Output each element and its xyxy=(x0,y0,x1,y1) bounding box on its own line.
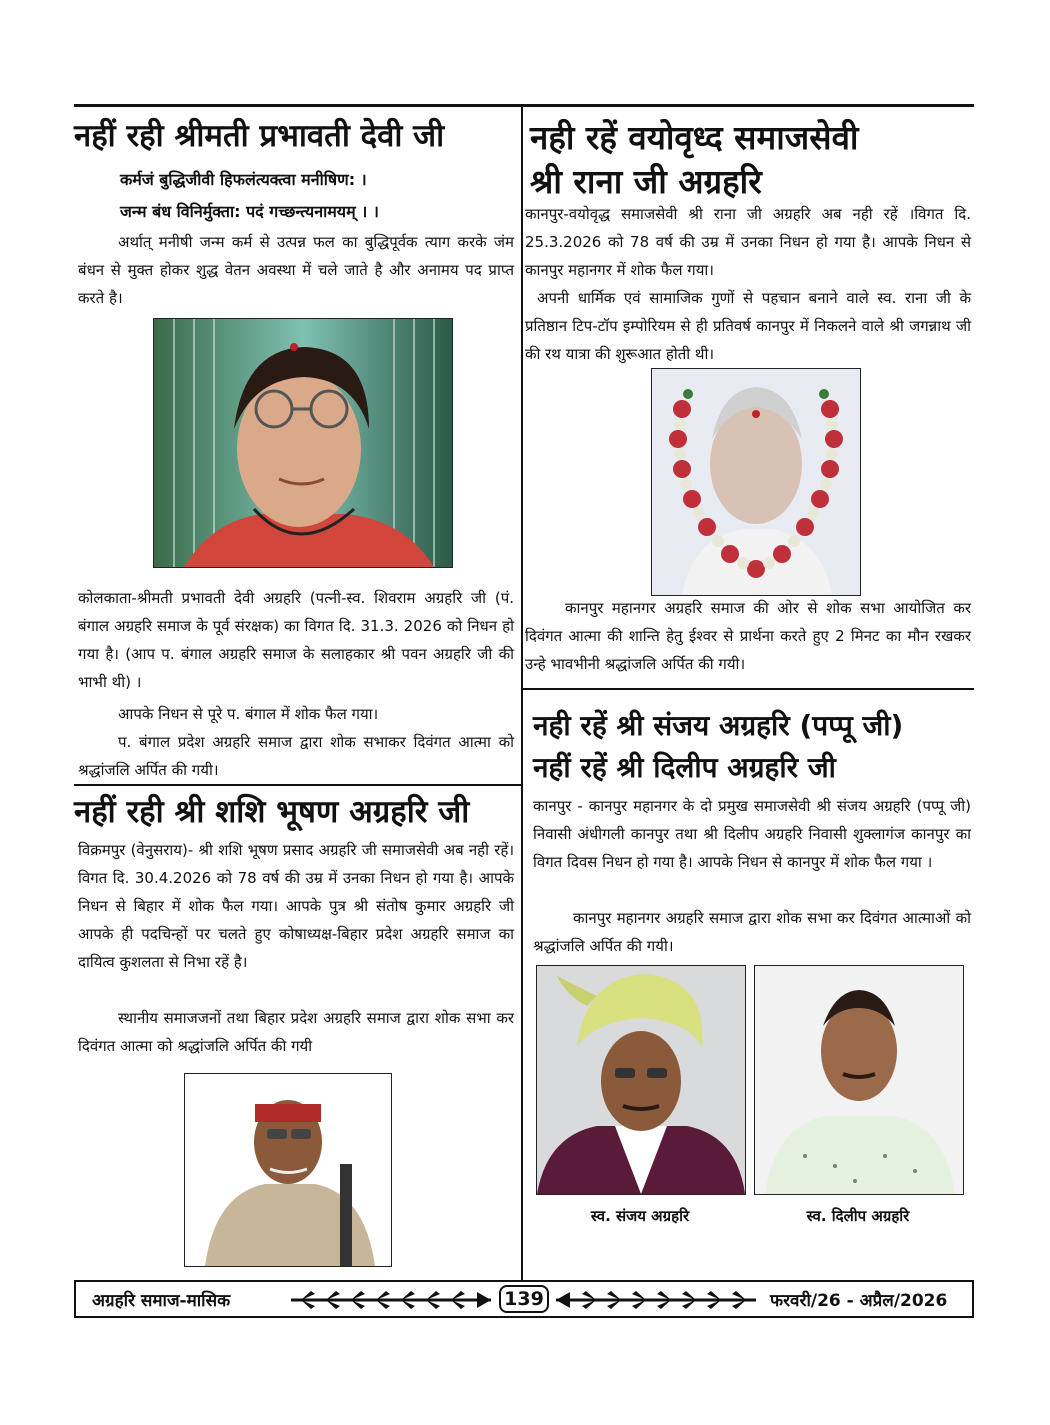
article-title-line-2: श्री राना जी अग्रहरि xyxy=(530,162,762,201)
intro-paragraph: अर्थात् मनीषी जन्म कर्म से उत्पन्न फल का बुद्धिपूर्वक त्याग करके जंम बंधन से मुक्त होकर शुद्ध वेतन अवस्था में चले जाते है और अनामय पद प्राप्त करते है। xyxy=(78,233,514,307)
portrait-photo-rana-ji xyxy=(651,368,861,596)
caption-sanjay: स्व. संजय अग्रहरि xyxy=(590,1207,690,1225)
paragraph-2: अपनी धार्मिक एवं सामाजिक गुणों से पहचान बनाने वाले स्व. राना जी के प्रतिष्ठान टिप-टॉप इम्पोरियम से ही प्रतिवर्ष कानपुर में निकलने वाले श्री जगन्नाथ जी की रथ यात्रा की शुरूआत होती थी। xyxy=(525,289,971,363)
paragraph-3: प. बंगाल प्रदेश अग्रहरि समाज द्वारा शोक सभाकर दिवंगत आत्मा को श्रद्धांजलि अर्पित की गयी। xyxy=(78,733,514,779)
paragraph-1: कानपुर - कानपुर महानगर के दो प्रमुख समाजसेवी श्री संजय अग्रहरि (पप्पू जी) निवासी अंधीगली कानपुर तथा श्री दिलीप अग्रहरि निवासी शुक्लागंज कानपुर का विगत दिवस निधन हो गया है। आपके निधन से कानपुर में शोक फैल गया । xyxy=(533,797,971,871)
article-title: नहीं रही श्री शशि भूषण अग्रहरि जी xyxy=(74,794,470,830)
caption-dilip: स्व. दिलीप अग्रहरि xyxy=(806,1207,910,1225)
article-title-line-1: नही रहें श्री संजय अग्रहरि (पप्पू जी) xyxy=(533,709,904,742)
right-section-divider xyxy=(523,688,974,690)
article-title: नहीं रही श्रीमती प्रभावती देवी जी xyxy=(74,118,445,154)
paragraph-2: कानपुर महानगर अग्रहरि समाज द्वारा शोक सभा कर दिवंगत आत्माओं को श्रद्धांजलि अर्पित की गयी। xyxy=(533,909,971,955)
portrait-photo-prabhavati xyxy=(153,318,453,568)
portrait-photo-sanjay xyxy=(536,965,746,1195)
issue-date: फरवरी/26 - अप्रैल/2026 xyxy=(770,1291,948,1311)
portrait-photo-shashi-bhushan xyxy=(184,1073,392,1267)
magazine-name: अग्रहरि समाज-मासिक xyxy=(92,1291,231,1311)
paragraph-2: आपके निधन से पूरे प. बंगाल में शोक फैल गया। xyxy=(118,705,379,723)
paragraph-1: कोलकाता-श्रीमती प्रभावती देवी अग्रहरि (पत्नी-स्व. शिवराम अग्रहरि जी (पं. बंगाल अग्रहरि समाज के पूर्व संरक्षक) का विगत दि. 31.3. 2026 को निधन हो गया है। (आप प. बंगाल अग्रहरि समाज के सलाहकार श्री पवन अग्रहरि जी की भाभी थी) । xyxy=(78,589,514,691)
vine-ornament-right-icon xyxy=(556,1288,756,1312)
paragraph-2: स्थानीय समाजजनों तथा बिहार प्रदेश अग्रहरि समाज द्वारा शोक सभा कर दिवंगत आत्मा को श्रद्धांजलि अर्पित की गयी xyxy=(78,1009,514,1055)
article-title-line-2: नहीं रहें श्री दिलीप अग्रहरि जी xyxy=(533,751,836,784)
left-section-divider xyxy=(74,784,521,786)
portrait-photo-dilip xyxy=(754,965,964,1195)
page-number: 139 xyxy=(499,1285,549,1313)
vine-ornament-left-icon xyxy=(291,1288,491,1312)
paragraph-1: कानपुर-वयोवृद्ध समाजसेवी श्री राना जी अग्रहरि अब नही रहें ।विगत दि. 25.3.2026 को 78 वर्ष की उम्र में उनका निधन हो गया है। आपके निधन से कानपुर महानगर में शोक फैल गया। xyxy=(525,205,971,279)
shloka-line-2: जन्म बंध विनिर्मुक्ता: पदं गच्छन्त्यनामयम् । । xyxy=(120,202,379,221)
shloka-line-1: कर्मजं बुद्धिजीवी हिफलंत्यक्त्वा मनीषिण: । xyxy=(120,170,367,189)
column-divider xyxy=(521,104,523,1280)
paragraph-3: कानपुर महानगर अग्रहरि समाज की ओर से शोक सभा आयोजित कर दिवंगत आत्मा की शान्ति हेतु ईश्वर से प्रार्थना करते हुए 2 मिनट का मौन रखकर उन्हे भावभीनी श्रद्धांजलि अर्पित की गयी। xyxy=(525,599,971,673)
article-title-line-1: नही रहें वयोवृध्द समाजसेवी xyxy=(530,118,859,157)
paragraph-1: विक्रमपुर (वेनुसराय)- श्री शशि भूषण प्रसाद अग्रहरि जी समाजसेवी अब नही रहें। विगत दि. 30.4.2026 को 78 वर्ष की उम्र में उनका निधन हो गया है। आपके निधन से बिहार में शोक फैल गया। आपके पुत्र श्री संतोष कुमार अग्रहरि जी आपके ही पदचिन्हों पर चलते हुए कोषाध्यक्ष-बिहार प्रदेश अग्रहरि समाज का दायित्व कुशलता से निभा रहें है। xyxy=(78,841,514,971)
top-rule xyxy=(74,104,974,107)
page-footer xyxy=(74,1280,974,1318)
